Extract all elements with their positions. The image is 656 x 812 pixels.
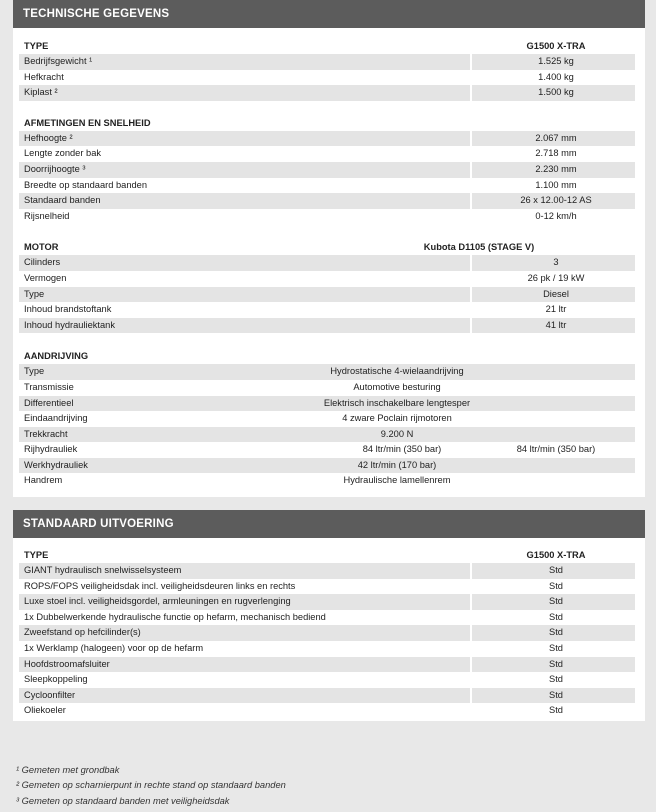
row-value: 84 ltr/min (350 bar): [516, 444, 596, 455]
row-label: Standaard banden: [24, 195, 101, 206]
row-value: Std: [549, 580, 563, 591]
row-value: Automotive besturing: [353, 381, 441, 392]
row-label: Doorrijhoogte ³: [24, 163, 86, 174]
table-row: [19, 563, 635, 579]
table-row: [19, 318, 635, 334]
row-label: Differentieel: [24, 397, 74, 408]
row-value: 2.067 mm: [535, 132, 577, 143]
table-row: [19, 380, 635, 396]
table-row: [19, 458, 635, 474]
table-row: [19, 672, 635, 688]
row-label: Cilinders: [24, 257, 61, 268]
row-value: Std: [549, 689, 563, 700]
table-row: [19, 146, 635, 162]
row-value: Std: [549, 642, 563, 653]
table-row: [19, 85, 635, 101]
row-value: 26 pk / 19 kW: [527, 272, 585, 283]
table-row: [19, 657, 635, 673]
row-label: Vermogen: [24, 272, 67, 283]
row-value: 1.400 kg: [538, 71, 574, 82]
row-value: 42 ltr/min (170 bar): [357, 459, 437, 470]
row-label: Luxe stoel incl. veiligheidsgordel, armleuningen en rugverlenging: [24, 596, 291, 607]
row-label: Kiplast ²: [24, 87, 58, 98]
footnote: ² Gemeten op scharnierpunt in rechte stand op standaard banden: [16, 780, 286, 791]
row-value: 3: [553, 257, 559, 268]
table-row: [19, 594, 635, 610]
motor-value: Kubota D1105 (STAGE V): [423, 242, 535, 253]
table-row: [19, 610, 635, 626]
table-row: [19, 688, 635, 704]
row-label: Cycloonfilter: [24, 689, 76, 700]
table-row: [19, 193, 635, 209]
std-type-value: G1500 X-TRA: [526, 550, 586, 560]
row-value: 2.230 mm: [535, 163, 577, 174]
table-row: [19, 427, 635, 443]
row-value: 2.718 mm: [535, 148, 577, 159]
row-value: 41 ltr: [545, 319, 567, 330]
table-row: [19, 209, 635, 225]
type-label: TYPE: [24, 41, 49, 51]
row-value: 4 zware Poclain rijmotoren: [342, 413, 452, 424]
row-label: Rijsnelheid: [24, 210, 70, 221]
table-row: [19, 255, 635, 271]
dim-title-text: AFMETINGEN EN SNELHEID: [24, 117, 151, 128]
row-label: Lengte zonder bak: [24, 148, 102, 159]
table-row: [19, 162, 635, 178]
row-label: Werkhydrauliek: [24, 459, 88, 470]
drive-title-text: AANDRIJVING: [24, 351, 89, 362]
table-row: [19, 54, 635, 70]
row-label: 1x Dubbelwerkende hydraulische functie op hefarm, mechanisch bediend: [24, 611, 326, 622]
std-body: [13, 538, 645, 719]
row-value: 1.100 mm: [535, 179, 577, 190]
type-title-row: [19, 39, 635, 54]
row-label: Inhoud hydrauliektank: [24, 319, 115, 330]
table-row: [19, 625, 635, 641]
row-label: Rijhydrauliek: [24, 444, 78, 455]
table-row: [19, 473, 635, 489]
row-label: Transmissie: [24, 381, 74, 392]
row-value: Std: [549, 705, 563, 716]
row-value: Std: [549, 611, 563, 622]
row-value: Elektrisch inschakelbare lengtesper: [323, 397, 471, 408]
row-value: 1.500 kg: [538, 87, 574, 98]
row-label: ROPS/FOPS veiligheidsdak incl. veiligheidsdeuren links en rechts: [24, 580, 296, 591]
row-value: 1.525 kg: [538, 56, 574, 66]
std-type-label: TYPE: [24, 550, 49, 560]
row-label: Oliekoeler: [24, 705, 66, 716]
row-label: Type: [24, 288, 45, 299]
row-value: Std: [549, 627, 563, 638]
row-label: Zweefstand op hefcilinder(s): [24, 627, 141, 638]
footnote: ³ Gemeten op standaard banden met veiligheidsdak: [16, 795, 230, 806]
row-label: Hefhoogte ²: [24, 132, 73, 143]
std-panel: [13, 510, 645, 721]
table-row: [19, 271, 635, 287]
table-row: [19, 703, 635, 719]
motor-title-row: [19, 240, 635, 255]
table-row: [19, 178, 635, 194]
row-label: Type: [24, 366, 45, 377]
type-value: G1500 X-TRA: [526, 41, 586, 51]
table-row: [19, 131, 635, 147]
row-value: Diesel: [543, 288, 569, 299]
table-row: [19, 364, 635, 380]
footnote: ¹ Gemeten met grondbak: [16, 765, 120, 775]
table-row: [19, 396, 635, 412]
table-row: [19, 579, 635, 595]
row-value: Std: [549, 565, 563, 575]
row-value: Std: [549, 674, 563, 685]
table-row: [19, 287, 635, 303]
table-row: [19, 70, 635, 86]
table-row: [19, 411, 635, 427]
row-label: GIANT hydraulisch snelwisselsysteem: [24, 565, 182, 575]
std-type-row: [19, 548, 635, 563]
row-label: Hoofdstroomafsluiter: [24, 658, 110, 669]
tech-panel: [13, 0, 645, 497]
row-label: Breedte op standaard banden: [24, 179, 148, 190]
table-row: [19, 641, 635, 657]
std-header: STANDAARD UITVOERING: [13, 510, 645, 538]
footnotes: [16, 763, 286, 809]
row-value: 9.200 N: [380, 428, 414, 439]
row-value: 0-12 km/h: [535, 210, 577, 221]
row-label: 1x Werklamp (halogeen) voor op de hefarm: [24, 642, 204, 653]
tech-header: TECHNISCHE GEGEVENS: [13, 0, 645, 28]
row-value: 84 ltr/min (350 bar): [362, 444, 442, 455]
row-label: Inhoud brandstoftank: [24, 304, 112, 315]
table-row: [19, 442, 635, 458]
table-row: [19, 302, 635, 318]
drive-title: [19, 349, 635, 364]
row-value: Std: [549, 596, 563, 607]
tech-body: [13, 28, 645, 489]
row-label: Sleepkoppeling: [24, 674, 88, 685]
row-label: Hefkracht: [24, 71, 64, 82]
row-value: Hydraulische lamellenrem: [343, 475, 451, 486]
row-label: Trekkracht: [24, 428, 68, 439]
row-value: 21 ltr: [545, 304, 567, 315]
row-label: Bedrijfsgewicht ¹: [24, 56, 93, 66]
row-value: Hydrostatische 4-wielaandrijving: [330, 366, 464, 377]
row-value: Std: [549, 658, 563, 669]
motor-title: MOTOR: [24, 242, 59, 253]
row-value: 26 x 12.00-12 AS: [520, 195, 592, 206]
dim-title: [19, 116, 635, 131]
row-label: Eindaandrijving: [24, 413, 88, 424]
row-label: Handrem: [24, 475, 63, 486]
